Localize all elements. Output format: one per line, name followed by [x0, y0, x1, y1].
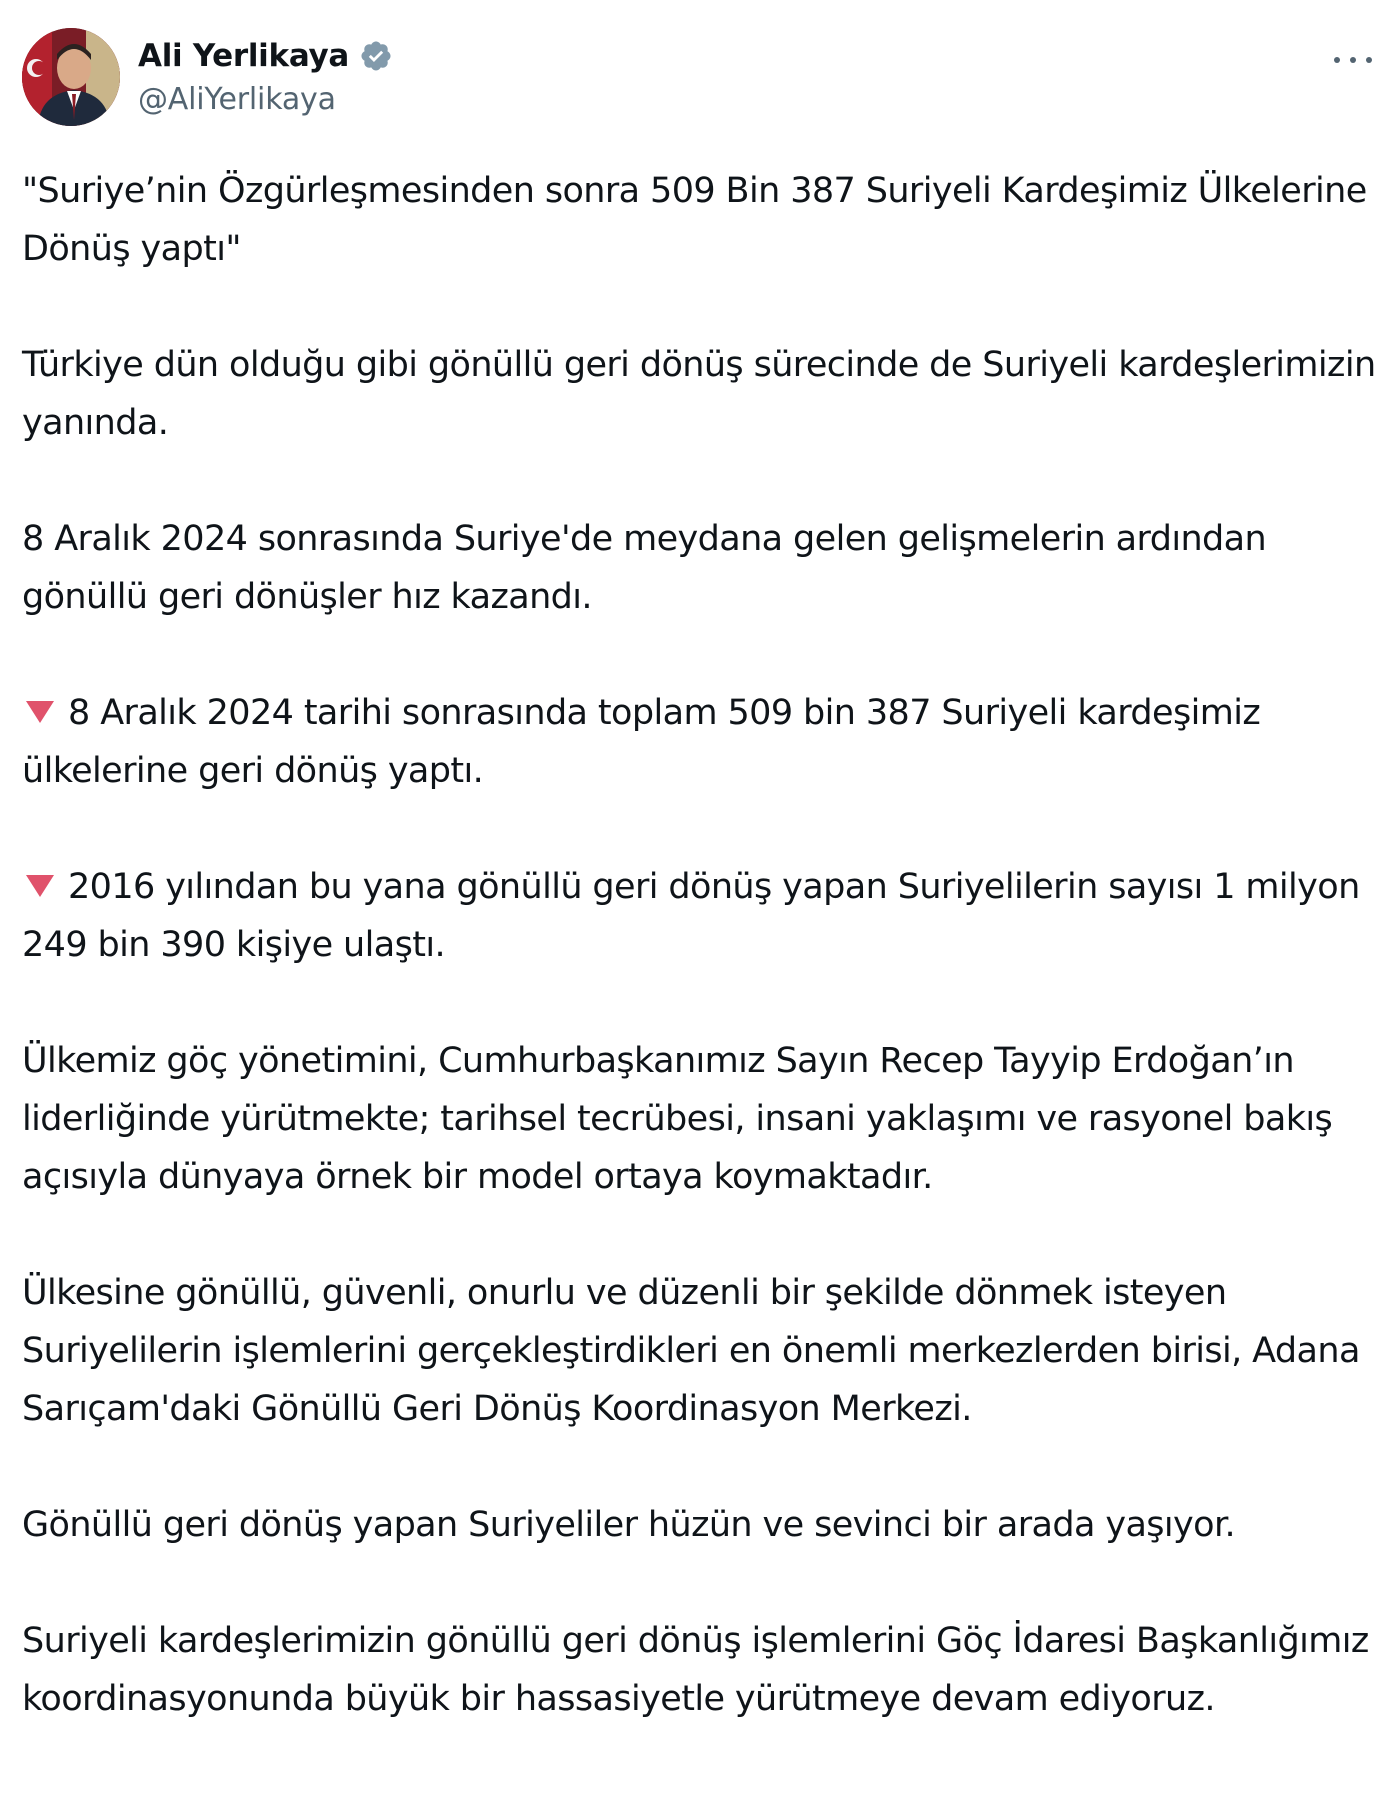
- red-down-triangle-icon: [22, 872, 58, 900]
- dot: [1366, 57, 1372, 63]
- author-handle[interactable]: @AliYerlikaya: [138, 82, 336, 117]
- dot: [1350, 57, 1356, 63]
- tweet-paragraph-3: 8 Aralık 2024 sonrasında Suriye'de meydana gelen gelişmelerin ardından gönüllü geri dönüşler hız kazandı.: [22, 519, 1267, 617]
- author-names: [138, 34, 393, 117]
- tweet-header: [22, 28, 1378, 128]
- tweet-paragraph-7: Ülkesine gönüllü, güvenli, onurlu ve düzenli bir şekilde dönmek isteyen Suriyelilerin işlemlerini gerçekleştirdikleri en önemli merkezlerden birisi, Adana Sarıçam'daki Gönüllü Geri Dönüş Koordinasyon Merkezi.: [22, 1273, 1360, 1429]
- verified-badge-icon[interactable]: [359, 39, 393, 73]
- tweet-paragraph-8: Gönüllü geri dönüş yapan Suriyeliler hüzün ve sevinci bir arada yaşıyor.: [22, 1505, 1236, 1545]
- more-options-icon[interactable]: [1328, 46, 1378, 74]
- tweet-paragraph-9: Suriyeli kardeşlerimizin gönüllü geri dönüş işlemlerini Göç İdaresi Başkanlığımız koordinasyonunda büyük bir hassasiyetle yürütmeye devam ediyoruz.: [22, 1621, 1369, 1719]
- red-down-triangle-icon: [22, 698, 58, 726]
- tweet-paragraph-5: [22, 858, 1392, 974]
- display-name[interactable]: Ali Yerlikaya: [138, 38, 350, 74]
- tweet-paragraph-2: Türkiye dün olduğu gibi gönüllü geri dönüş sürecinde de Suriyeli kardeşlerimizin yanında.: [22, 345, 1376, 443]
- tweet-paragraph-5-text: 2016 yılından bu yana gönüllü geri dönüş yapan Suriyelilerin sayısı 1 milyon 249 bin 390 kişiye ulaştı.: [22, 867, 1360, 965]
- dot: [1334, 57, 1340, 63]
- tweet-paragraph-6: Ülkemiz göç yönetimini, Cumhurbaşkanımız Sayın Recep Tayyip Erdoğan’ın liderliğinde yürütmekte; tarihsel tecrübesi, insani yaklaşımı ve rasyonel bakış açısıyla dünyaya örnek bir model ortaya koymaktadır.: [22, 1041, 1333, 1197]
- avatar[interactable]: [22, 28, 120, 126]
- tweet-paragraph-4: [22, 684, 1392, 800]
- tweet-paragraph-4-text: 8 Aralık 2024 tarihi sonrasında toplam 509 bin 387 Suriyeli kardeşimiz ülkelerine geri dönüş yaptı.: [22, 693, 1261, 791]
- name-row: [138, 34, 393, 78]
- tweet-text: [22, 162, 1392, 1728]
- profile-photo-icon: [22, 28, 120, 126]
- tweet-paragraph-1: "Suriye’nin Özgürleşmesinden sonra 509 Bin 387 Suriyeli Kardeşimiz Ülkelerine Dönüş yaptı": [22, 171, 1367, 269]
